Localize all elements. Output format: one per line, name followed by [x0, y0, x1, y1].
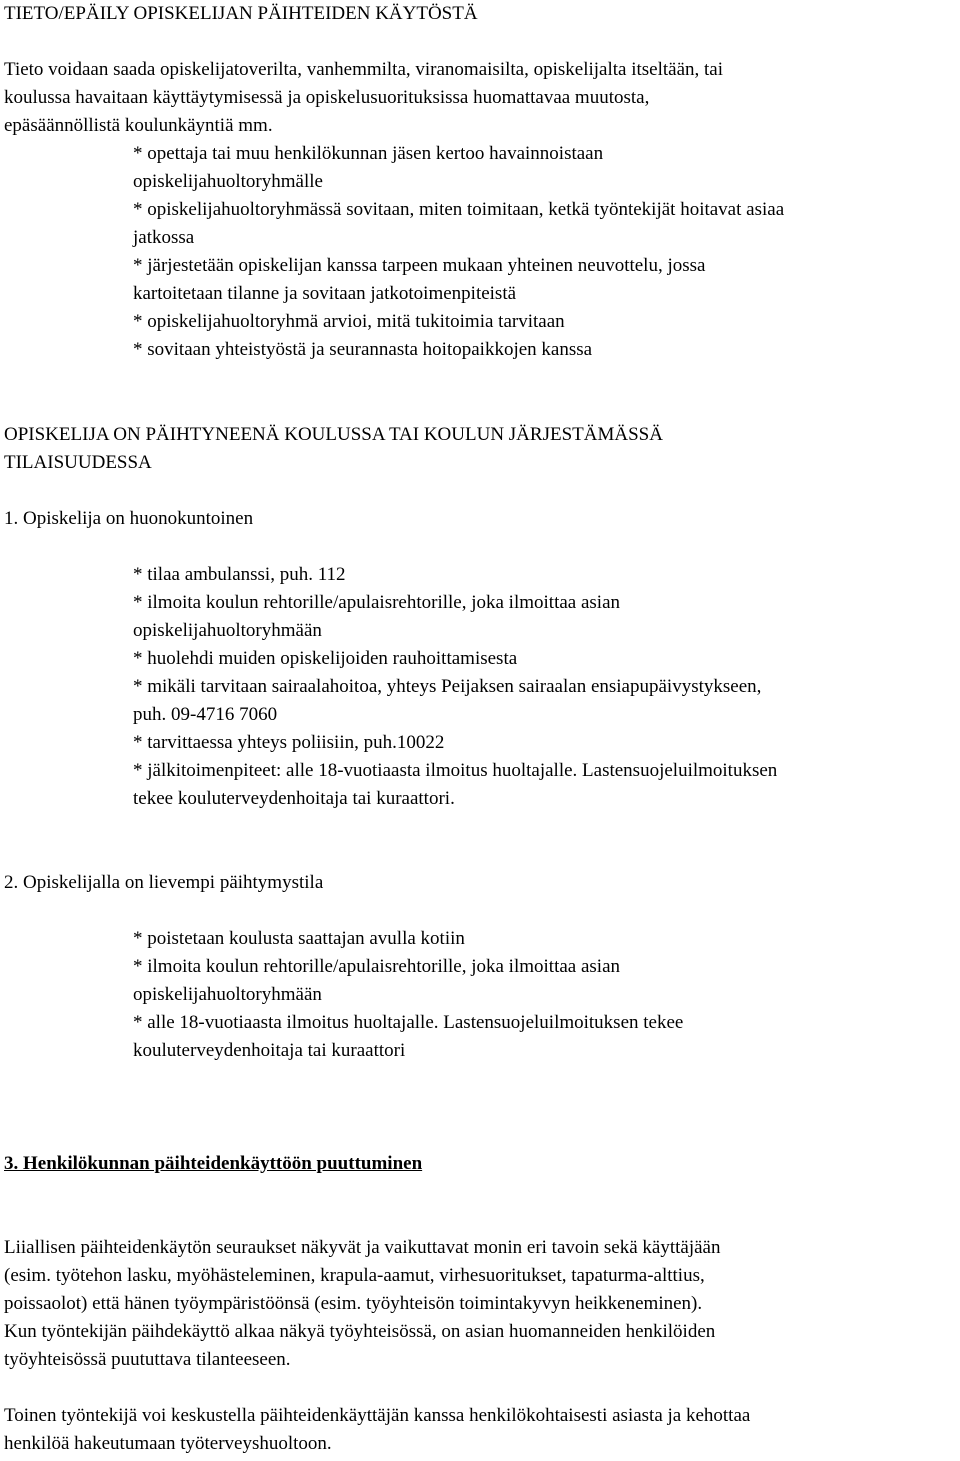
- list-item: * alle 18-vuotiaasta ilmoitus huoltajalle. Lastensuojeluilmoituksen tekee: [133, 1012, 684, 1033]
- list-item: * ilmoita koulun rehtorille/apulaisrehtorille, joka ilmoittaa asian: [133, 956, 621, 977]
- paragraph-line: työyhteisössä puututtava tilanteeseen.: [4, 1349, 291, 1370]
- list-item: * opiskelijahuoltoryhmässä sovitaan, miten toimitaan, ketkä työntekijät hoitavat asiaa: [133, 199, 785, 220]
- paragraph-line: Toinen työntekijä voi keskustella päihteidenkäyttäjän kanssa henkilökohtaisesti asiasta ja kehottaa: [4, 1405, 751, 1426]
- list-item: * tilaa ambulanssi, puh. 112: [133, 564, 346, 585]
- list-item: * poistetaan koulusta saattajan avulla kotiin: [133, 928, 465, 949]
- intro-line: epäsäännöllistä koulunkäyntiä mm.: [4, 115, 273, 136]
- list-item: * opiskelijahuoltoryhmä arvioi, mitä tukitoimia tarvitaan: [133, 311, 565, 332]
- list-item: * tarvittaessa yhteys poliisiin, puh.10022: [133, 732, 445, 753]
- list-item: * sovitaan yhteistyöstä ja seurannasta hoitopaikkojen kanssa: [133, 339, 593, 360]
- case-2-heading: 2. Opiskelijalla on lievempi päihtymystila: [4, 872, 324, 893]
- intro-line: koulussa havaitaan käyttäytymisessä ja opiskelusuorituksissa huomattavaa muutosta,: [4, 87, 650, 108]
- paragraph-line: henkilöä hakeutumaan työterveyshuoltoon.: [4, 1433, 332, 1454]
- paragraph-line: (esim. työtehon lasku, myöhästeleminen, krapula-aamut, virhesuoritukset, tapaturma-alttius,: [4, 1265, 705, 1286]
- list-item: * jälkitoimenpiteet: alle 18-vuotiaasta ilmoitus huoltajalle. Lastensuojeluilmoituksen: [133, 760, 778, 781]
- paragraph-line: Liiallisen päihteidenkäytön seuraukset näkyvät ja vaikuttavat monin eri tavoin sekä käyttäjään: [4, 1237, 721, 1258]
- page-title: TIETO/EPÄILY OPISKELIJAN PÄIHTEIDEN KÄYTÖSTÄ: [4, 3, 478, 24]
- list-item: * ilmoita koulun rehtorille/apulaisrehtorille, joka ilmoittaa asian: [133, 592, 621, 613]
- list-item: jatkossa: [133, 227, 195, 248]
- list-item: opiskelijahuoltoryhmään: [133, 984, 322, 1005]
- paragraph-line: poissaolot) että hänen työympäristöönsä (esim. työyhteisön toimintakyvyn heikkeneminen).: [4, 1293, 703, 1314]
- list-item: * järjestetään opiskelijan kanssa tarpeen mukaan yhteinen neuvottelu, jossa: [133, 255, 706, 276]
- list-item: opiskelijahuoltoryhmälle: [133, 171, 323, 192]
- list-item: * huolehdi muiden opiskelijoiden rauhoittamisesta: [133, 648, 518, 669]
- list-item: opiskelijahuoltoryhmään: [133, 620, 322, 641]
- list-item: tekee kouluterveydenhoitaja tai kuraattori.: [133, 788, 455, 809]
- intro-line: Tieto voidaan saada opiskelijatoverilta, vanhemmilta, viranomaisilta, opiskelijalta itseltään, tai: [4, 59, 724, 80]
- list-item: kouluterveydenhoitaja tai kuraattori: [133, 1040, 406, 1061]
- list-item: * mikäli tarvitaan sairaalahoitoa, yhteys Peijaksen sairaalan ensiapupäivystykseen,: [133, 676, 762, 697]
- section-heading-line: OPISKELIJA ON PÄIHTYNEENÄ KOULUSSA TAI KOULUN JÄRJESTÄMÄSSÄ: [4, 424, 663, 445]
- list-item: kartoitetaan tilanne ja sovitaan jatkotoimenpiteistä: [133, 283, 517, 304]
- list-item: puh. 09-4716 7060: [133, 704, 278, 725]
- case-3-heading: 3. Henkilökunnan päihteidenkäyttöön puuttuminen: [4, 1153, 423, 1174]
- case-1-heading: 1. Opiskelija on huonokuntoinen: [4, 508, 254, 529]
- paragraph-line: Kun työntekijän päihdekäyttö alkaa näkyä työyhteisössä, on asian huomanneiden henkilöiden: [4, 1321, 716, 1342]
- list-item: * opettaja tai muu henkilökunnan jäsen kertoo havainnoistaan: [133, 143, 604, 164]
- section-heading-line: TILAISUUDESSA: [4, 452, 152, 473]
